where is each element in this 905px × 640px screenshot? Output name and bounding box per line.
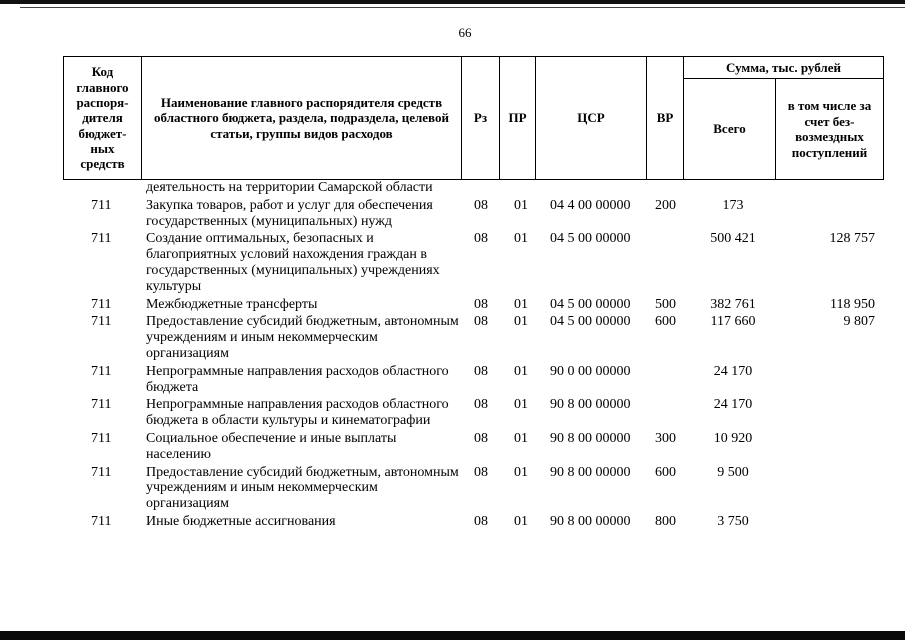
scan-top-line	[20, 7, 905, 8]
table-row	[63, 314, 883, 361]
cell-pr: 01	[514, 513, 528, 529]
table-row	[63, 397, 883, 429]
header-name: Наименование главного распорядителя средств областного бюджета, раздела, подраздела, целевой статьи, группы видов расходов	[142, 57, 462, 180]
cell-csr: 90 0 00 00000	[550, 363, 631, 379]
cell-pr: 01	[514, 296, 528, 312]
cell-free: 9 807	[843, 314, 875, 330]
cell-free: 118 950	[830, 296, 875, 312]
cell-name: Непрограммные направления расходов областного бюджета	[146, 363, 449, 395]
cell-rz: 08	[474, 397, 488, 413]
header-total: Всего	[684, 79, 776, 180]
table-row	[63, 231, 883, 294]
cell-code: 711	[91, 296, 112, 312]
cell-code: 711	[91, 231, 112, 247]
cell-pr: 01	[514, 314, 528, 330]
table-row	[63, 465, 883, 512]
cell-total: 500 421	[710, 231, 756, 247]
cell-name: Предоставление субсидий бюджетным, автономным учреждениям и иным некоммерческим организациям	[146, 314, 459, 361]
cell-name: деятельность на территории Самарской области	[146, 180, 433, 195]
cell-rz: 08	[474, 231, 488, 247]
cell-name: Межбюджетные трансферты	[146, 296, 318, 312]
cell-code: 711	[91, 430, 112, 446]
cell-total: 24 170	[713, 363, 753, 379]
table-row	[63, 297, 883, 313]
table-row	[63, 180, 883, 196]
cell-total: 3 750	[717, 513, 749, 529]
cell-rz: 08	[474, 464, 488, 480]
table-row	[63, 198, 883, 230]
cell-total: 9 500	[717, 464, 749, 480]
cell-name: Закупка товаров, работ и услуг для обеспечения государственных (муниципальных) нужд	[146, 197, 433, 229]
cell-total: 24 170	[713, 397, 753, 413]
cell-csr: 04 5 00 00000	[550, 314, 631, 330]
cell-code: 711	[91, 397, 112, 413]
cell-pr: 01	[514, 464, 528, 480]
header-csr: ЦСР	[536, 57, 647, 180]
cell-vr: 300	[655, 430, 676, 446]
table-row	[63, 364, 883, 396]
cell-csr: 04 5 00 00000	[550, 231, 631, 247]
header-pr: ПР	[500, 57, 536, 180]
scan-top-border	[0, 0, 905, 4]
cell-csr: 90 8 00 00000	[550, 513, 631, 529]
header-free: в том числе за счет без-возмездных поступлений	[776, 79, 884, 180]
cell-total: 173	[722, 197, 744, 213]
cell-total: 117 660	[710, 314, 756, 330]
cell-pr: 01	[514, 430, 528, 446]
cell-pr: 01	[514, 231, 528, 247]
cell-name: Предоставление субсидий бюджетным, автономным учреждениям и иным некоммерческим организациям	[146, 464, 459, 512]
cell-code: 711	[91, 363, 112, 379]
cell-csr: 04 4 00 00000	[550, 197, 631, 213]
cell-pr: 01	[514, 197, 528, 213]
page-number: 66	[458, 25, 472, 40]
cell-code: 711	[91, 197, 112, 213]
cell-rz: 08	[474, 197, 488, 213]
cell-rz: 08	[474, 363, 488, 379]
table-row	[63, 431, 883, 463]
cell-csr: 90 8 00 00000	[550, 397, 631, 413]
cell-vr: 200	[655, 197, 676, 213]
cell-vr: 600	[655, 464, 676, 480]
header-vr: ВР	[647, 57, 684, 180]
table-row	[63, 514, 883, 530]
cell-total: 382 761	[710, 296, 756, 312]
table-body	[63, 180, 883, 530]
cell-rz: 08	[474, 314, 488, 330]
cell-rz: 08	[474, 513, 488, 529]
cell-code: 711	[91, 513, 112, 529]
cell-pr: 01	[514, 397, 528, 413]
cell-name: Социальное обеспечение и иные выплаты населению	[146, 430, 397, 462]
cell-rz: 08	[474, 430, 488, 446]
cell-pr: 01	[514, 363, 528, 379]
header-code: Код главного распоря-дителя бюджет-ных средств	[64, 57, 142, 180]
cell-csr: 90 8 00 00000	[550, 464, 631, 480]
cell-csr: 90 8 00 00000	[550, 430, 631, 446]
cell-vr: 800	[655, 513, 676, 529]
cell-name: Создание оптимальных, безопасных и благоприятных условий нахождения граждан в государственных (муниципальных) учреждениях культуры	[146, 231, 440, 294]
cell-free: 128 757	[829, 231, 875, 247]
cell-name: Непрограммные направления расходов областного бюджета в области культуры и кинематографии	[146, 397, 449, 429]
cell-rz: 08	[474, 296, 488, 312]
cell-code: 711	[91, 464, 112, 480]
cell-vr: 500	[655, 296, 676, 312]
header-sum: Сумма, тыс. рублей	[684, 57, 884, 79]
table-header	[63, 56, 884, 180]
cell-code: 711	[91, 314, 112, 330]
cell-name: Иные бюджетные ассигнования	[146, 513, 336, 529]
header-rz: Рз	[462, 57, 500, 180]
scan-bottom-border	[0, 631, 905, 640]
cell-total: 10 920	[713, 430, 753, 446]
cell-vr: 600	[655, 314, 676, 330]
cell-csr: 04 5 00 00000	[550, 296, 631, 312]
